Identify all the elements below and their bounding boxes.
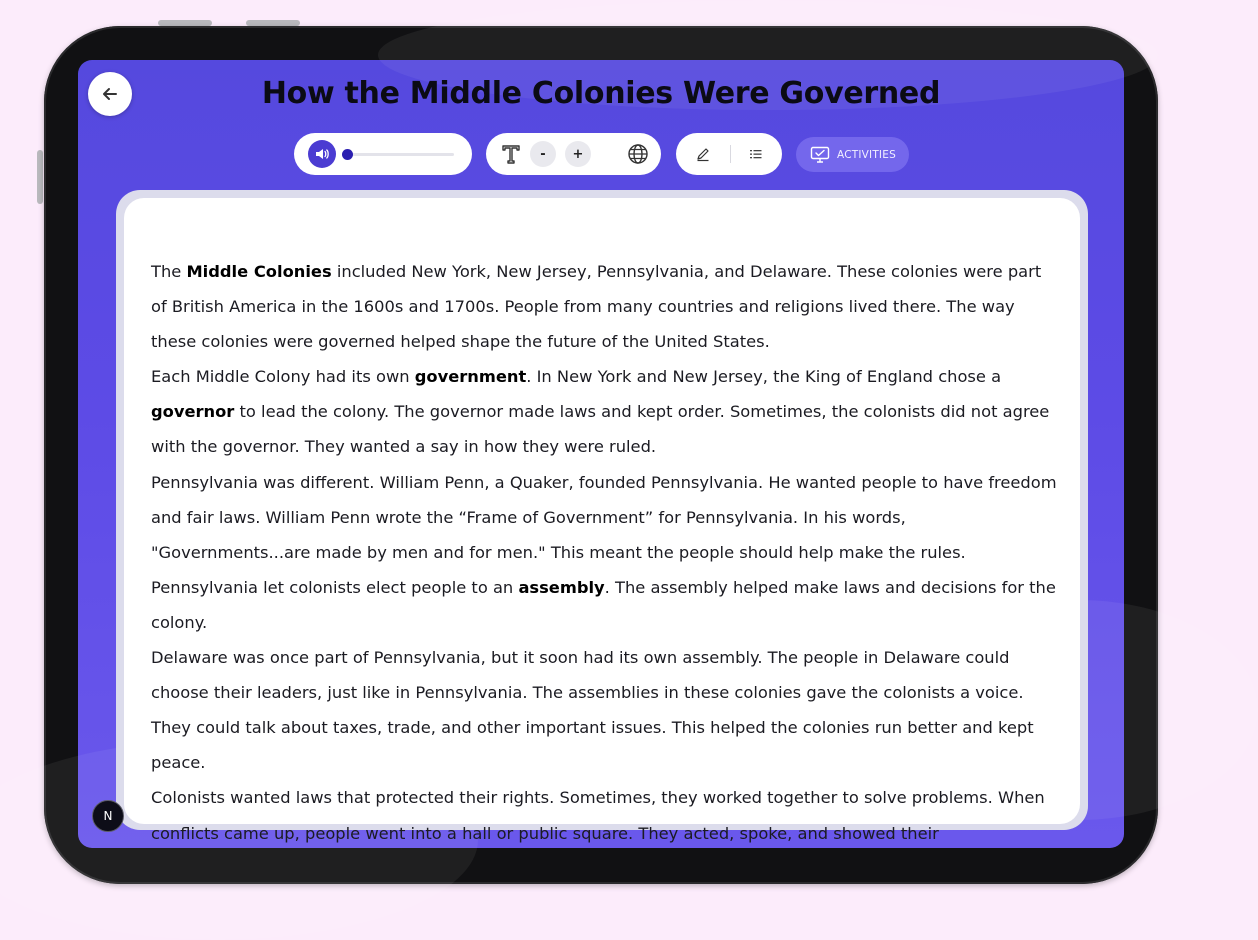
text: . In New York and New Jersey, the King of England chose a bbox=[526, 367, 1002, 387]
audio-slider-knob[interactable] bbox=[342, 149, 353, 160]
tools-divider bbox=[730, 145, 731, 163]
text: Colonists wanted laws that protected their rights. Sometimes, they worked together to solve problems. When conflicts came up, people went into a hall or public square. They acted, spoke, and showed their bbox=[151, 788, 1045, 843]
text: Pennsylvania was different. William Penn, a Quaker, founded Pennsylvania. He wanted people to have freedom and fair laws. William Penn wrote the “Frame of Government” for Pennsylvania. In his words, "Governments...are made by men and for men." This meant the people should help make the rules. Pennsylvania let colonists elect people to an bbox=[151, 472, 1057, 597]
list-icon[interactable] bbox=[747, 145, 765, 163]
keyword-government: government bbox=[414, 367, 527, 387]
activities-button[interactable] bbox=[796, 137, 909, 172]
reading-tools bbox=[676, 133, 782, 175]
text: Delaware was once part of Pennsylvania, but it soon had its own assembly. The people in Delaware could choose their leaders, just like in Pennsylvania. The assemblies in these colonies gave the colonists a voice. They could talk about taxes, trade, and other important issues. This helped the colonies run better and kept peace. bbox=[151, 648, 1034, 773]
text: The bbox=[151, 262, 187, 281]
side-hardware-button bbox=[37, 150, 43, 204]
paragraph bbox=[151, 254, 1061, 359]
keyword-governor: governor bbox=[151, 402, 235, 422]
text: . The assembly helped make laws and decisions for the colony. bbox=[151, 577, 1056, 632]
font-increase-button[interactable]: + bbox=[565, 141, 591, 167]
n-badge[interactable]: N bbox=[92, 800, 124, 832]
tablet-frame bbox=[44, 26, 1158, 884]
globe-icon[interactable] bbox=[626, 142, 650, 166]
paragraph bbox=[151, 359, 1061, 464]
text-size-icon[interactable] bbox=[498, 141, 524, 167]
pencil-icon[interactable] bbox=[694, 145, 712, 163]
text: to lead the colony. The governor made laws and kept order. Sometimes, the colonists did not agree with the governor. They wanted a say in how they were ruled. bbox=[151, 402, 1050, 457]
monitor-icon bbox=[810, 146, 830, 164]
app-screen bbox=[78, 60, 1124, 848]
audio-player bbox=[294, 133, 472, 175]
audio-play-button[interactable] bbox=[308, 140, 336, 168]
page-title: How the Middle Colonies Were Governed bbox=[261, 76, 941, 111]
article-card[interactable] bbox=[124, 198, 1080, 843]
text: Each Middle Colony had its own bbox=[151, 367, 415, 387]
activities-label: ACTIVITIES bbox=[837, 148, 896, 161]
keyword-assembly: assembly bbox=[518, 577, 605, 597]
paragraph bbox=[151, 780, 1061, 850]
keyword-middle-colonies: Middle Colonies bbox=[186, 262, 332, 281]
font-decrease-button[interactable]: - bbox=[530, 141, 556, 167]
text-settings bbox=[486, 133, 661, 175]
article-body bbox=[151, 254, 1061, 851]
article-card-frame bbox=[116, 190, 1088, 843]
paragraph bbox=[151, 465, 1061, 640]
text: included New York, New Jersey, Pennsylvania, and Delaware. These colonies were part of British America in the 1600s and 1700s. People from many countries and religions lived there. The way these colonies were governed helped shape the future of the United States. bbox=[151, 262, 1042, 352]
speaker-icon bbox=[314, 146, 330, 162]
audio-progress-slider[interactable] bbox=[344, 153, 454, 156]
paragraph bbox=[151, 640, 1061, 780]
